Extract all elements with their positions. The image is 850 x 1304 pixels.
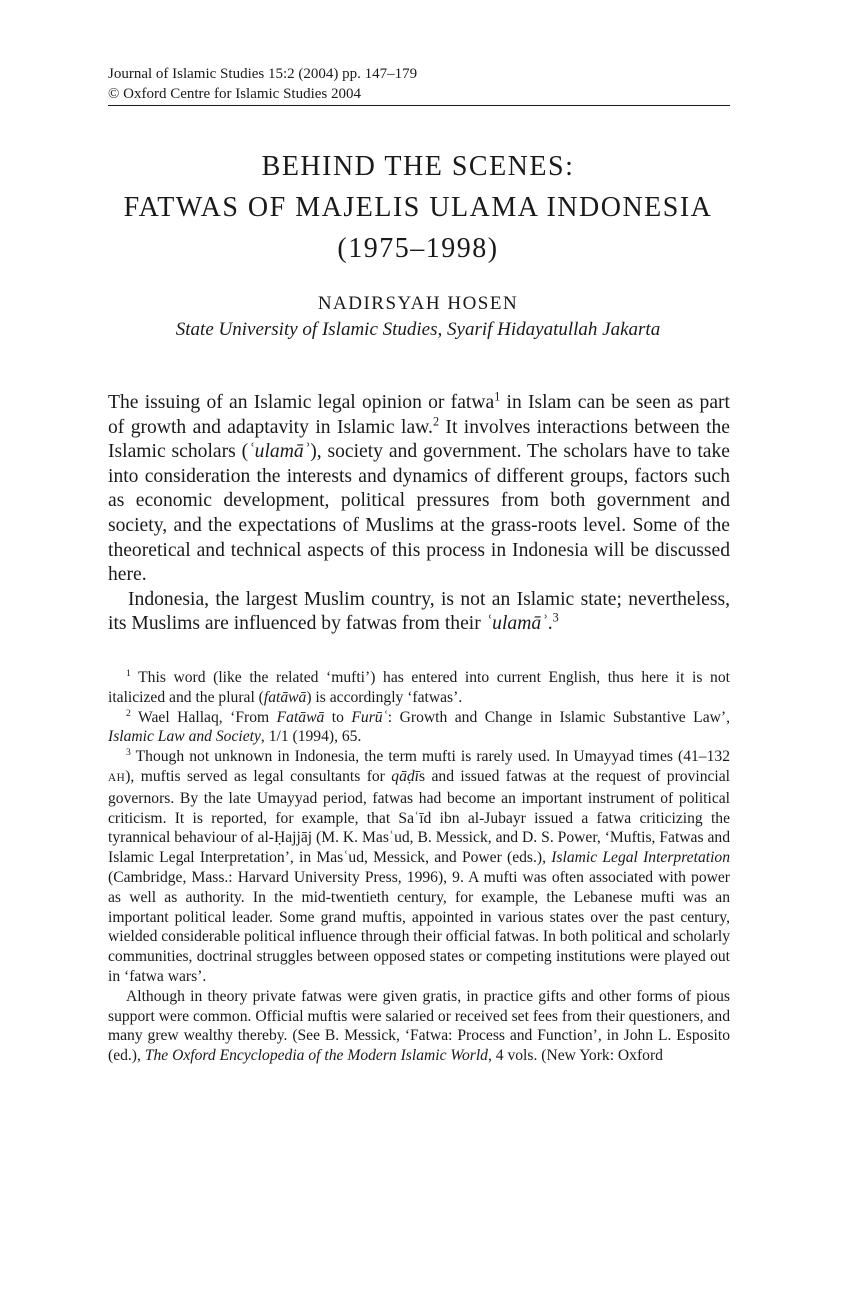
copyright-line: © Oxford Centre for Islamic Studies 2004 (108, 84, 730, 106)
footnote-2: $^2$ Wael Hallaq, ‘From Fatāwā to Furūʿ: Growth and Change in Islamic Substantive Law’, Islamic Law and Society, 1/1 (1994), 65. (108, 707, 730, 746)
title-line-3: (1975–1998) (337, 233, 499, 264)
journal-citation: Journal of Islamic Studies 15:2 (2004) pp. 147–179 (108, 66, 418, 82)
footnote-ref-1[interactable]: 1 (494, 389, 501, 404)
paragraph-2: Indonesia, the largest Muslim country, is not an Islamic state; nevertheless, its Muslims are influenced by fatwas from their ʿulamāʾ.$^3$ (108, 588, 730, 635)
footnote-1: $^1$ This word (like the related ‘mufti’) has entered into current English, thus here it is not italicized and the plural (fatāwā) is accordingly ‘fatwas’. (108, 668, 730, 706)
author-name: NADIRSYAH HOSEN (317, 293, 519, 314)
author-affiliation: State University of Islamic Studies, Syarif Hidayatullah Jakarta (175, 319, 661, 340)
footnote-3-continued: Although in theory private fatwas were given gratis, in practice gifts and other forms of pious support were common. Official muftis were salaried or received set fees from their questioners, and many grew wealthy thereby. (See B. Messick, ‘Fatwa: Process and Function’, in John L. Esposito (ed.), The Oxford Encyclopedia of the Modern Islamic World, 4 vols. (New York: Oxford (108, 987, 730, 1065)
title-line-2: FATWAS OF MAJELIS ULAMA INDONESIA (123, 192, 713, 223)
paragraph-1: The issuing of an Islamic legal opinion or fatwa$^1$ in Islam can be seen as part of growth and adaptavity in Islamic law.$^2$ It involves interactions between the Islamic scholars (ʿulamāʾ), society and government. The scholars have to take into consideration the interests and dynamics of different groups, factors such as economic development, political pressures from both government and society, and the expectations of Muslims at the grass-roots level. Some of the theoretical and technical aspects of this process in Indonesia will be discussed here. (108, 389, 731, 586)
article-body (108, 391, 730, 637)
title-line-1: BEHIND THE SCENES: (261, 151, 575, 182)
article-title (90, 146, 746, 269)
footnote-ref-2[interactable]: 2 (432, 414, 440, 429)
footnotes (108, 668, 730, 1066)
footnote-3: $^3$ Though not unknown in Indonesia, the term mufti is rarely used. In Umayyad times (41–132 AH), muftis served as legal consultants for qāḍīs and issued fatwas at the request of provincial governors. By the late Umayyad period, fatwas had become an important instrument of political criticism. It is reported, for example, that Saʿīd ibn al-Jubayr issued a fatwa criticizing the tyrannical behaviour of al-Ḥajjāj (M. K. Masʿud, B. Messick, and D. S. Power, ‘Muftis, Fatwas and Islamic Legal Interpretation’, in Masʿud, Messick, and Power (eds.), Islamic Legal Interpretation (Cambridge, Mass.: Harvard University Press, 1996), 9. A mufti was often associated with power as well as authority. In the mid-twentieth century, for example, the Lebanese mufti was an important political leader. Some grand muftis, appointed in various states over the past century, wielded considerable political influence through their official fatwas. In both political and scholarly communities, doctrinal struggles between opposed states or competing institutions were played out in ‘fatwa wars’. (108, 747, 730, 985)
footnote-ref-3[interactable]: 3 (552, 611, 559, 626)
running-head (108, 64, 730, 106)
